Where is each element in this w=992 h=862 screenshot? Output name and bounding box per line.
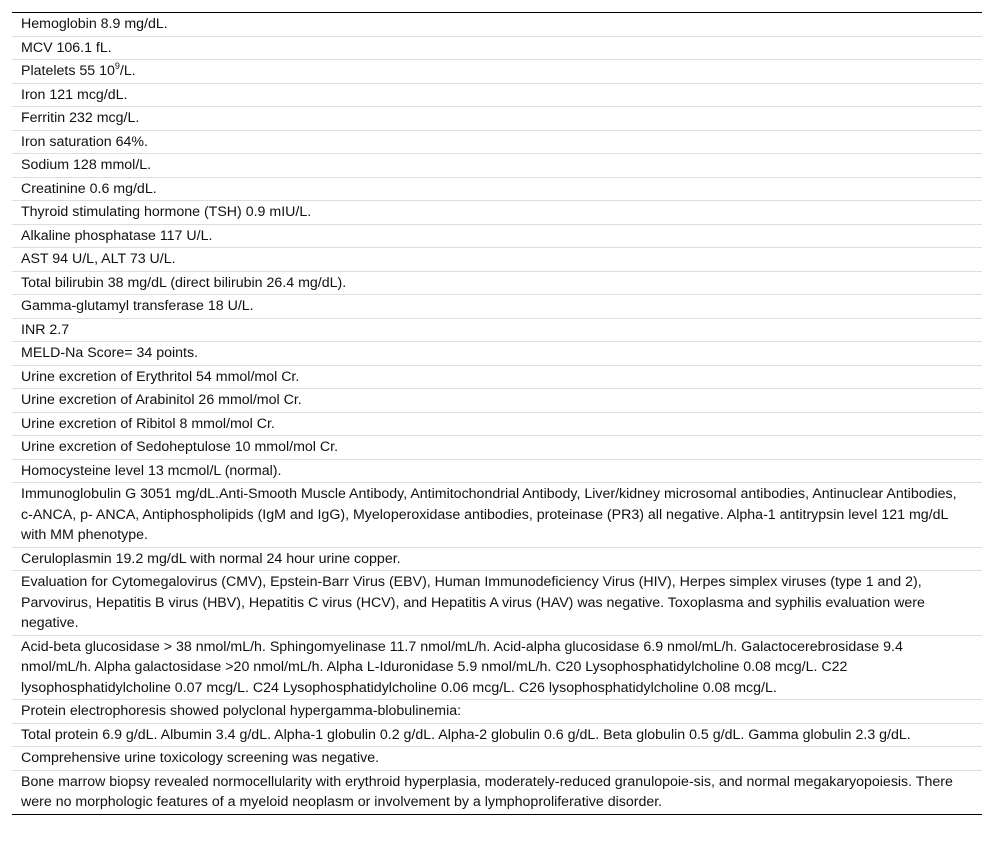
table-row: Urine excretion of Erythritol 54 mmol/mol Cr. [12,366,982,390]
platelets-unit: /L. [119,63,136,79]
table-row: Bone marrow biopsy revealed normocellularity with erythroid hyperplasia, moderately-reduced granulopoie-sis, and normal megakaryopoiesis. There were no morphologic features of a myeloid neoplasm or involvement by a lymphoproliferative disorder. [21,773,953,810]
table-row: Comprehensive urine toxicology screening was negative. [12,747,982,771]
table-row: Thyroid stimulating hormone (TSH) 0.9 mIU/L. [12,201,982,225]
table-row: Urine excretion of Sedoheptulose 10 mmol/mol Cr. [12,436,982,460]
table-row: Ceruloplasmin 19.2 mg/dL with normal 24 hour urine copper. [12,548,982,572]
table-row: Iron saturation 64%. [12,131,982,155]
table-row: Creatinine 0.6 mg/dL. [12,178,982,202]
table-row: Ferritin 232 mcg/L. [12,107,982,131]
table-row: Urine excretion of Arabinitol 26 mmol/mol Cr. [12,389,982,413]
table-row: MCV 106.1 fL. [12,37,982,61]
table-row: Urine excretion of Ribitol 8 mmol/mol Cr. [12,413,982,437]
table-row [12,60,982,84]
platelets-exponent: 9 [114,61,120,71]
table-row: Evaluation for Cytomegalovirus (CMV), Epstein-Barr Virus (EBV), Human Immunodeficiency Virus (HIV), Herpes simplex viruses (type 1 and 2), Parvovirus, Hepatitis B virus (HBV), Hepatitis C virus (HCV), and Hepatitis A virus (HAV) was negative. Toxoplasma and syphilis evaluation were negative. [12,571,982,636]
table-row: INR 2.7 [12,319,982,343]
table-row: Homocysteine level 13 mcmol/L (normal). [12,460,982,484]
table-row: Alkaline phosphatase 117 U/L. [12,225,982,249]
table-row: Gamma-glutamyl transferase 18 U/L. [12,295,982,319]
table-row: Acid-beta glucosidase > 38 nmol/mL/h. Sphingomyelinase 11.7 nmol/mL/h. Acid-alpha glucosidase 6.9 nmol/mL/h. Galactocerebrosidase 9.4 nmol/mL/h. Alpha galactosidase >20 nmol/mL/h. Alpha L-Iduronidase 5.9 nmol/mL/h. C20 Lysophosphatidylcholine 0.08 mcg/L. C22 lysophosphatidylcholine 0.07 mcg/L. C24 Lysophosphatidylcholine 0.06 mcg/L. C26 lysophosphatidylcholine 0.08 mcg/L. [12,636,982,701]
table-row: Iron 121 mcg/dL. [12,84,982,108]
table-row: AST 94 U/L, ALT 73 U/L. [12,248,982,272]
table-row: Sodium 128 mmol/L. [12,154,982,178]
lab-results-table [12,12,982,815]
table-row: Total bilirubin 38 mg/dL (direct bilirubin 26.4 mg/dL). [12,272,982,296]
platelets-text: Platelets 55 10 [21,63,115,79]
table-row: Protein electrophoresis showed polyclonal hypergamma-blobulinemia: [12,700,982,724]
table-row: MELD-Na Score= 34 points. [12,342,982,366]
table-row: Immunoglobulin G 3051 mg/dL.Anti-Smooth Muscle Antibody, Antimitochondrial Antibody, Liver/kidney microsomal antibodies, Antinuclear Antibodies, c-ANCA, p- ANCA, Antiphospholipids (IgM and IgG), Myeloperoxidase antibodies, proteinase (PR3) all negative. Alpha-1 antitrypsin level 121 mg/dL with MM phenotype. [12,483,982,548]
table-row: Hemoglobin 8.9 mg/dL. [12,13,982,37]
table-row: Total protein 6.9 g/dL. Albumin 3.4 g/dL. Alpha-1 globulin 0.2 g/dL. Alpha-2 globulin 0.6 g/dL. Beta globulin 0.5 g/dL. Gamma globulin 2.3 g/dL. [12,724,982,748]
